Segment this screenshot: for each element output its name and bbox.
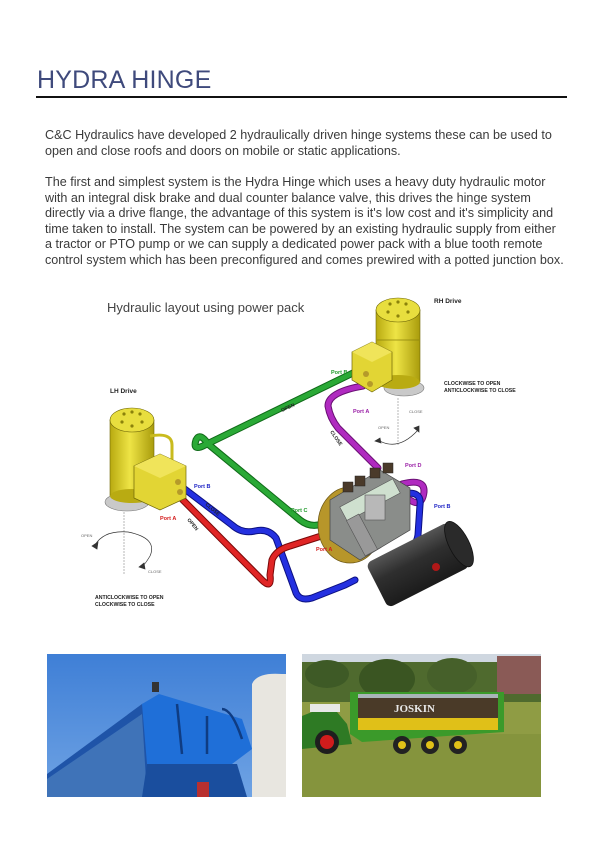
blue-pipe-close-label: CLOSE [203, 501, 221, 518]
lh-open-label: OPEN [81, 533, 93, 538]
description-paragraph: The first and simplest system is the Hydra Hinge which uses a heavy duty hydraulic motor with an integral disk brake and dual counter balance valve, this drives the hinge system directly via a drive flange, the advantage of this system is it's low cost and it's simplicity and time taken to install. The system can be powered by an existing hydraulic supply from either a tractor or PTO pump or we can supply a dedicated power pack with a blue tooth remote control system which has been preconfigured and comes prewired with a potted junction box. [45, 175, 564, 267]
intro-paragraph: C&C Hydraulics have developed 2 hydraulically driven hinge systems these can be used to open and close roofs and doors on mobile or static applications. [45, 128, 552, 158]
pp-port-a-label: Port A [316, 547, 333, 553]
lh-rotation-line2: CLOCKWISE TO CLOSE [95, 602, 155, 608]
rh-rotation-arrow [375, 398, 419, 445]
lh-rotation-line1: ANTICLOCKWISE TO OPEN [95, 595, 164, 601]
lh-drive-label: LH Drive [110, 388, 137, 395]
photo-blue-tipper-trailer [47, 654, 286, 797]
pp-port-c-label: Port C [291, 508, 308, 514]
rh-close-label: CLOSE [409, 409, 423, 414]
rh-rotation-line2: ANTICLOCKWISE TO CLOSE [444, 388, 516, 394]
pp-port-d-label: Port D [405, 463, 422, 469]
rh-open-label: OPEN [378, 425, 390, 430]
lh-close-label: CLOSE [148, 569, 162, 574]
lh-port-b-label: Port B [194, 484, 211, 490]
rh-drive-label: RH Drive [434, 298, 462, 305]
rh-drive-motor [352, 298, 424, 396]
pp-port-b-label: Port B [434, 504, 451, 510]
lh-port-a-label: Port A [160, 516, 177, 522]
photo-joskin-silage-trailer [302, 654, 541, 797]
diagram-caption: Hydraulic layout using power pack [107, 300, 305, 315]
purple-pipe-close-label: CLOSE [328, 429, 344, 448]
rh-port-b-label: Port B [331, 370, 348, 376]
lh-rotation-arrow [92, 512, 152, 575]
title-divider [36, 96, 567, 98]
rh-port-a-label: Port A [353, 409, 370, 415]
joskin-brand-text: JOSKIN [394, 703, 435, 715]
green-pipe-open-label: OPEN [280, 402, 296, 414]
red-pipe-open-label: OPEN [185, 517, 200, 533]
hydraulic-layout-diagram [60, 285, 550, 615]
rh-rotation-line1: CLOCKWISE TO OPEN [444, 381, 501, 387]
page-title: HYDRA HINGE [37, 66, 212, 94]
pipe-red-open [180, 497, 340, 584]
lh-drive-motor [105, 408, 186, 511]
